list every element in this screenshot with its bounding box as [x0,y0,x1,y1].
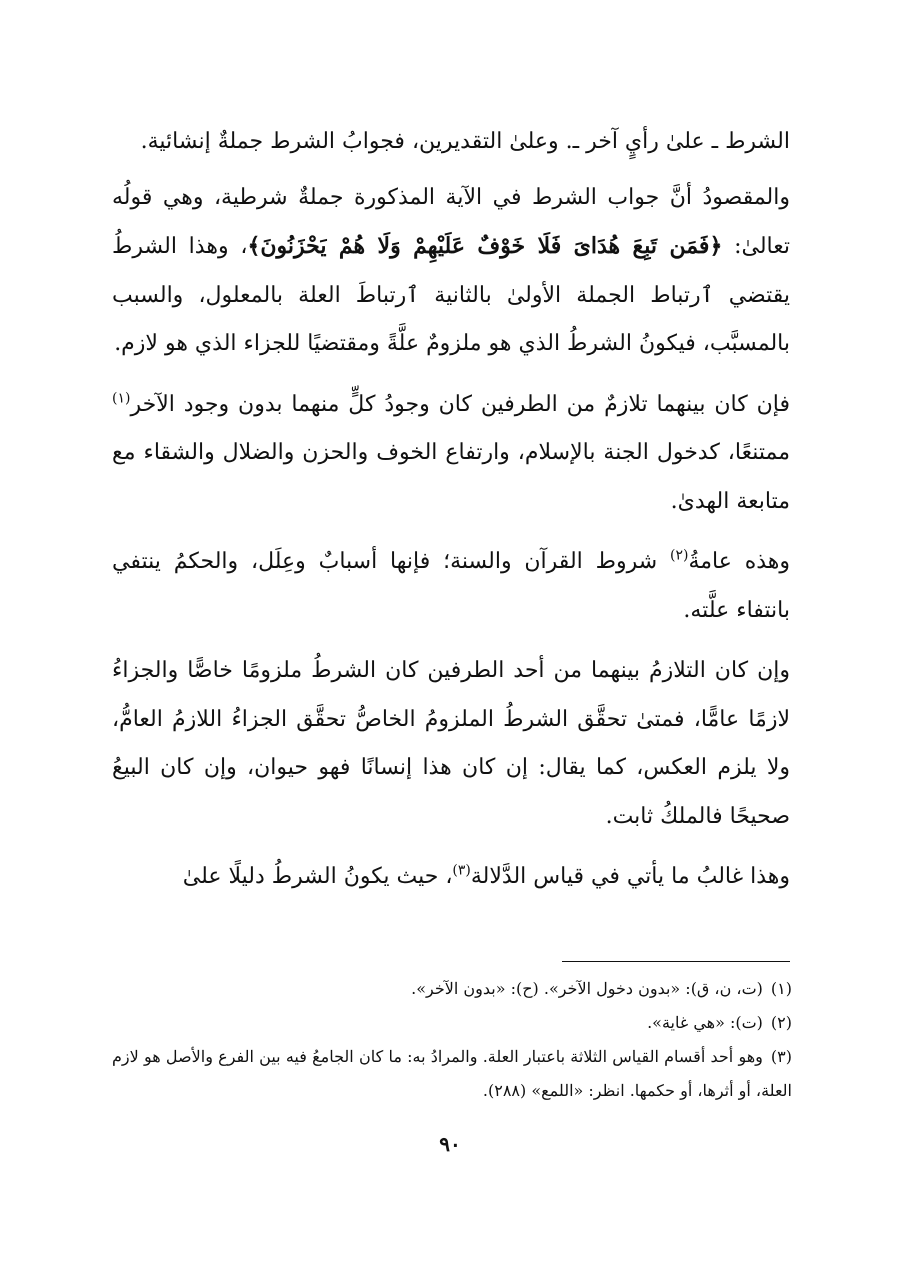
paragraph-text: شروط القرآن والسنة؛ فإنها أسبابٌ وعِلَل، والحكمُ ينتفي بانتفاء علَّته. [112,549,790,623]
paragraph [112,538,790,635]
page-number: ٩٠ [439,1132,461,1156]
footnote-number: (٢) [770,1013,792,1032]
footnote [112,972,792,1006]
paragraph-text: فإن كان بينهما تلازمٌ من الطرفين كان وجودُ كلٍّ منهما بدون وجود الآخر [130,391,790,417]
footnote-marker: (١) [112,390,131,407]
paragraph-text: ، حيث يكونُ الشرطُ دليلًا علىٰ [182,864,453,889]
paragraph-text: والمقصودُ أنَّ جواب الشرط في الآية المذكورة جملةٌ شرطية، وهي قولُه تعالىٰ: [112,184,790,259]
paragraph-text: وهذه عامةُ [688,549,791,574]
footnote [112,1006,792,1040]
paragraph [112,853,790,902]
main-text [112,118,790,914]
paragraph [112,381,790,527]
paragraph-text: ، وهذا الشرطُ يقتضي ٱرتباط الجملة الأولىٰ بالثانية ٱرتباطَ العلة بالمعلول، والسبب بالمسبَّب، فيكونُ الشرطُ الذي هو ملزومٌ علَّةً ومقتضيًا للجزاء الذي هو لازم. [112,234,790,356]
paragraph [112,174,790,369]
footnote-marker: (٢) [669,547,689,564]
footnote-text: (ت): «هي غاية». [647,1013,763,1032]
paragraph-text: وهذا غالبُ ما يأتي في قياس الدَّلالة [470,864,790,889]
paragraph [112,647,790,841]
footnote-marker: (٣) [452,862,471,879]
footnote-text: (ت، ن، ق): «بدون دخول الآخر». (ح): «بدون الآخر». [411,979,763,998]
footnote [112,1040,792,1108]
quran-verse: ﴿فَمَن تَبِعَ هُدَاىَ فَلَا خَوْفٌ عَلَيْهِمْ وَلَا هُمْ يَحْزَنُونَ﴾ [247,233,723,259]
paragraph-text: ممتنعًا، كدخول الجنة بالإسلام، وارتفاع الخوف والحزن والضلال والشقاء مع متابعة الهدىٰ. [112,440,790,514]
footnotes [112,972,792,1108]
paragraph-text: وإن كان التلازمُ بينهما من أحد الطرفين كان الشرطُ ملزومًا خاصًّا والجزاءُ لازمًا عامًّا، فمتىٰ تحقَّق الشرطُ الملزومُ الخاصُّ تحقَّق الجزاءُ اللازمُ العامُّ، ولا يلزم العكس، كما يقال: إن كان هذا إنسانًا فهو حيوان، وإن كان البيعُ صحيحًا فالملكُ ثابت. [112,658,790,829]
footnote-number: (١) [770,979,792,998]
footnote-text: وهو أحد أقسام القياس الثلاثة باعتبار العلة. والمرادُ به: ما كان الجامعُ فيه بين الفرع والأصل هو لازم العلة، أو أثرها، أو حكمها. انظر: «اللمع» (٢٨٨). [112,1047,792,1100]
paragraph-text: الشرط ـ علىٰ رأيٍ آخر ـ. وعلىٰ التقديرين، فجوابُ الشرط جملةٌ إنشائية. [140,129,790,154]
paragraph [112,118,790,167]
footnote-number: (٣) [770,1047,792,1066]
footnote-separator [562,961,790,962]
